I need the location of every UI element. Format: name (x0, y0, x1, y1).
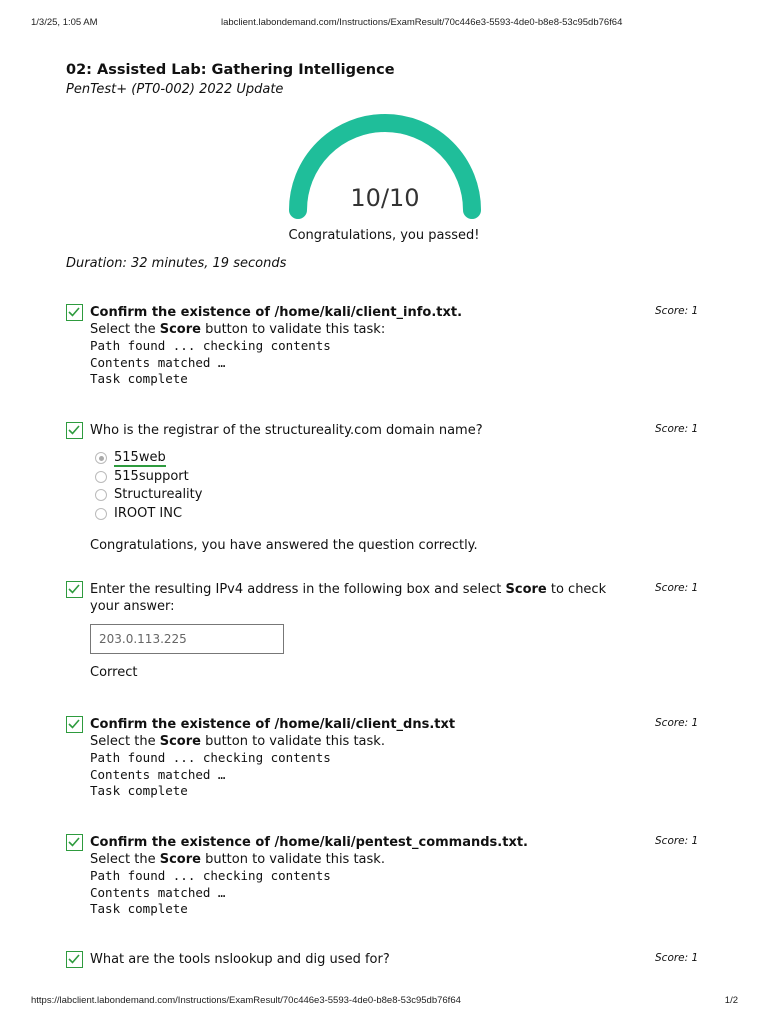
check-icon (66, 422, 83, 439)
pass-message: Congratulations, you passed! (288, 228, 480, 243)
answer-options (90, 449, 630, 523)
task-instruction: Select the Score button to validate this task: (90, 322, 386, 337)
duration: Duration: 32 minutes, 19 seconds (66, 256, 287, 271)
radio-icon[interactable] (95, 489, 107, 501)
print-datetime: 1/3/25, 1:05 AM (31, 17, 98, 28)
answer-result: Correct (90, 665, 138, 680)
option-label: IROOT INC (114, 505, 183, 521)
option-iroot-inc[interactable] (90, 505, 630, 524)
task-instruction: Select the Score button to validate this task. (90, 734, 385, 749)
check-icon (66, 716, 83, 733)
option-label: 515web (114, 450, 166, 465)
print-page-number: 1/2 (724, 995, 738, 1006)
check-icon (66, 951, 83, 968)
page-title: 02: Assisted Lab: Gathering Intelligence (66, 62, 395, 78)
task-title: Confirm the existence of /home/kali/client_dns.txt (90, 717, 456, 732)
task-score: Score: 1 (655, 305, 699, 317)
task-output: Path found ... checking contents Contents matched … Task complete (90, 868, 331, 916)
task-instruction: Select the Score button to validate this task. (90, 852, 385, 867)
radio-icon[interactable] (95, 452, 107, 464)
option-structureality[interactable] (90, 486, 630, 505)
check-icon (66, 834, 83, 851)
task-score: Score: 1 (655, 423, 699, 435)
option-515web[interactable] (90, 449, 630, 468)
page-subtitle: PenTest+ (PT0-002) 2022 Update (66, 82, 284, 97)
print-header (0, 17, 768, 31)
check-icon (66, 304, 83, 321)
radio-icon[interactable] (95, 471, 107, 483)
task-output: Path found ... checking contents Contents matched … Task complete (90, 750, 331, 798)
task-score: Score: 1 (655, 952, 699, 964)
task-title: Confirm the existence of /home/kali/client_info.txt. (90, 305, 463, 320)
task-score: Score: 1 (655, 835, 699, 847)
option-label: 515support (114, 468, 189, 484)
print-url: labclient.labondemand.com/Instructions/ExamResult/70c446e3-5593-4de0-b8e8-53c95db76f64 (221, 17, 623, 28)
gauge-score-text: 10/10 (350, 184, 420, 212)
question-text: Enter the resulting IPv4 address in the following box and select Score to check your answer: (90, 582, 607, 614)
task-title: Confirm the existence of /home/kali/pentest_commands.txt. (90, 835, 528, 850)
print-footer (0, 995, 768, 1009)
radio-icon[interactable] (95, 508, 107, 520)
question-text: Who is the registrar of the structureality.com domain name? (90, 423, 483, 438)
option-label: Structureality (114, 487, 203, 502)
task-score: Score: 1 (655, 717, 699, 729)
task-score: Score: 1 (655, 582, 699, 594)
question-text: What are the tools nslookup and dig used for? (90, 952, 390, 967)
check-icon (66, 581, 83, 598)
question-feedback: Congratulations, you have answered the question correctly. (90, 538, 478, 553)
print-footer-url: https://labclient.labondemand.com/Instructions/ExamResult/70c446e3-5593-4de0-b8e8-53c95db76f64 (31, 995, 461, 1006)
option-515support[interactable] (90, 468, 630, 487)
task-output: Path found ... checking contents Contents matched … Task complete (90, 338, 331, 386)
ipv4-answer-input[interactable]: 203.0.113.225 (90, 624, 284, 654)
